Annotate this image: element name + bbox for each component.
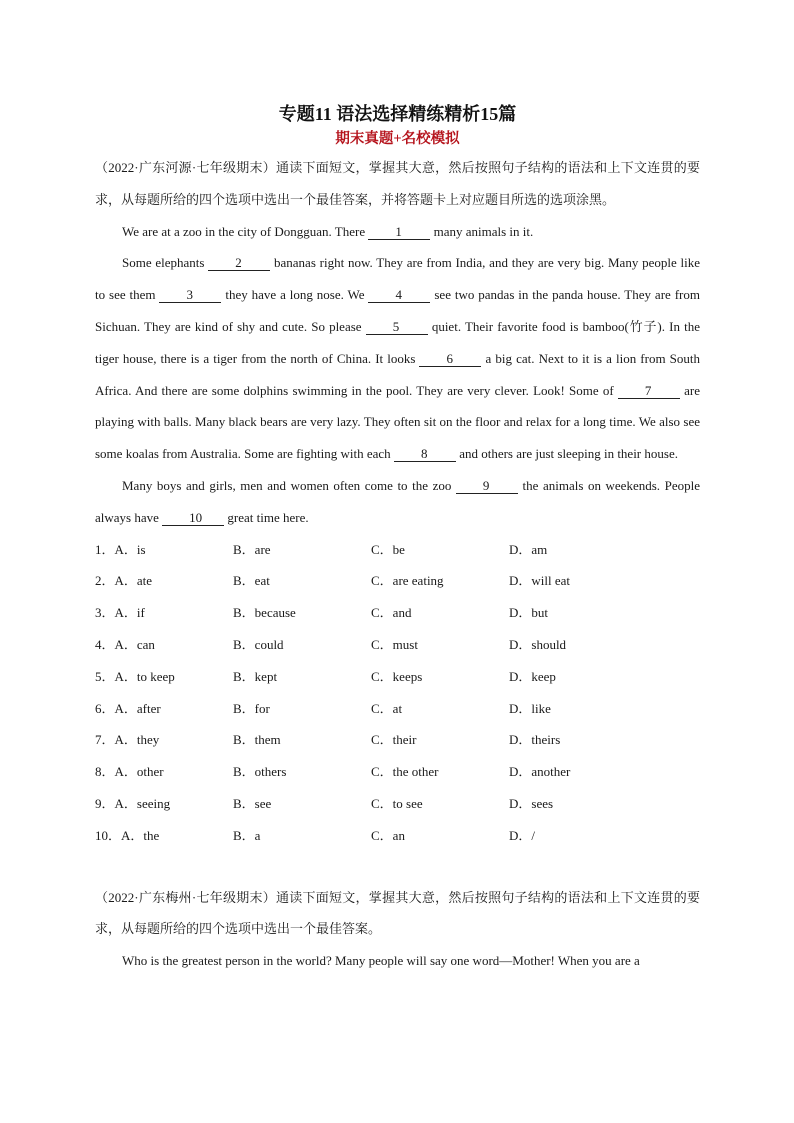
option-c: C．must	[371, 636, 418, 652]
question-row	[95, 534, 700, 566]
passage2-intro: （2022·广东梅州·七年级期末）通读下面短文，掌握其大意，然后按照句子结构的语法和上下文连贯的要求，从每题所给的四个选项中选出一个最佳答案。	[95, 889, 700, 937]
question-row	[95, 661, 700, 693]
option-b: B．eat	[233, 573, 270, 589]
option-a: 6．A．after	[95, 700, 161, 716]
option-a: 8．A．other	[95, 764, 164, 780]
option-b: B．others	[233, 764, 287, 780]
question-row	[95, 724, 700, 756]
question-row	[95, 565, 700, 597]
option-c: C．are eating	[371, 573, 444, 589]
option-a: 2．A．ate	[95, 573, 153, 589]
blank-1: 1	[368, 225, 430, 240]
option-a: 1．A．is	[95, 541, 146, 557]
passage1-paragraph-1: We are at a zoo in the city of Dongguan. There 1 many animals in it.	[122, 223, 534, 239]
option-d: D．should	[509, 636, 567, 652]
option-a: 7．A．they	[95, 732, 160, 748]
question-row	[95, 820, 700, 852]
option-d: D．another	[509, 764, 571, 780]
passage2-paragraph-1: Who is the greatest person in the world? Many people will say one word—Mother! When you are a	[122, 953, 640, 969]
blank-9: 9	[456, 479, 518, 494]
question-row	[95, 756, 700, 788]
question-row	[95, 693, 700, 725]
option-d: D．like	[509, 700, 551, 716]
option-d: D．will eat	[509, 573, 571, 589]
blank-7: 7	[618, 384, 680, 399]
option-b: B．because	[233, 605, 296, 621]
question-row	[95, 597, 700, 629]
options-list	[95, 534, 700, 852]
option-b: B．them	[233, 732, 281, 748]
option-d: D．theirs	[509, 732, 561, 748]
page-subtitle: 期末真题+名校模拟	[335, 131, 460, 147]
passage1-intro: （2022·广东河源·七年级期末）通读下面短文，掌握其大意，然后按照句子结构的语法和上下文连贯的要求，从每题所给的四个选项中选出一个最佳答案，并将答题卡上对应题目所选的选项涂黑。	[95, 160, 700, 207]
option-c: C．at	[371, 700, 403, 716]
blank-6: 6	[419, 352, 481, 367]
option-c: C．keeps	[371, 668, 423, 684]
passage1-paragraph-2: Some elephants 2 bananas right now. They are from India, and they are very big. Many people like to see them 3 they have a long nose. We 4 see two pandas in the panda house. They are from Sichuan. They are kind of shy and cute. So please 5 quiet. Their favorite food is bamboo(竹子). In the tiger house, there is a tiger from the north of China. It looks 6 a big cat. Next to it is a lion from South Africa. And there are some dolphins swimming in the pool. They are very clever. Look! Some of 7 are playing with balls. Many black bears are very lazy. They often sit on the floor and relax for a long time. We also see some koalas from Australia. Some are fighting with each 8 and others are just sleeping in their house.	[95, 255, 700, 462]
option-a: 3．A．if	[95, 605, 145, 621]
option-d: D．am	[509, 541, 548, 557]
option-b: B．see	[233, 795, 272, 811]
blank-10: 10	[162, 511, 224, 526]
blank-8: 8	[394, 447, 456, 462]
option-b: B．kept	[233, 668, 278, 684]
option-c: C．and	[371, 605, 412, 621]
option-c: C．be	[371, 541, 405, 557]
document-page	[95, 100, 700, 977]
option-c: C．the other	[371, 764, 439, 780]
question-row	[95, 629, 700, 661]
blank-4: 4	[368, 288, 430, 303]
option-a: 5．A．to keep	[95, 668, 175, 684]
option-a: 4．A．can	[95, 636, 155, 652]
blank-3: 3	[159, 288, 221, 303]
option-c: C．to see	[371, 795, 423, 811]
option-b: B．are	[233, 541, 271, 557]
option-b: B．could	[233, 636, 284, 652]
option-d: D．but	[509, 605, 549, 621]
option-d: D．sees	[509, 795, 554, 811]
question-row	[95, 788, 700, 820]
option-b: B．for	[233, 700, 270, 716]
page-title: 专题11 语法选择精练精析15篇	[278, 104, 517, 124]
blank-5: 5	[366, 320, 428, 335]
section-spacer	[95, 852, 700, 882]
option-a: 9．A．seeing	[95, 795, 171, 811]
option-a: 10．A．the	[95, 827, 160, 843]
option-d: D．keep	[509, 668, 556, 684]
option-c: C．an	[371, 827, 405, 843]
option-d: D．/	[509, 827, 536, 843]
blank-2: 2	[208, 256, 270, 271]
option-c: C．their	[371, 732, 417, 748]
option-b: B．a	[233, 827, 261, 843]
passage1-paragraph-3: Many boys and girls, men and women often come to the zoo 9 the animals on weekends. People always have 10 great time here.	[95, 477, 700, 525]
